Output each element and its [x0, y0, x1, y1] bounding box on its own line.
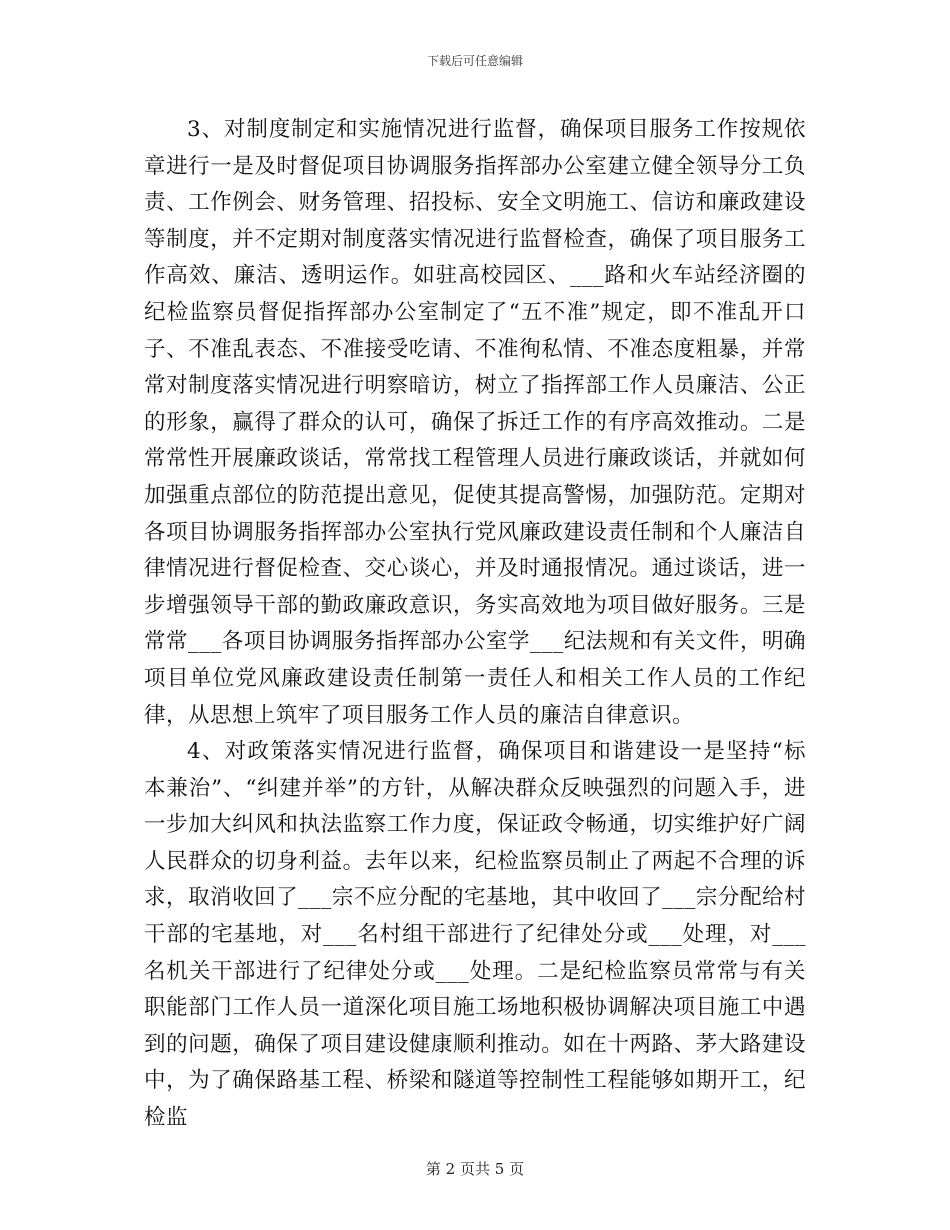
paragraph-4: 4、对政策落实情况进行监督，确保项目和谐建设一是坚持“标本兼治”、“纠建并举”的方针，从解决群众反映强烈的问题入手，进一步加大纠风和执法监察工作力度，保证政令畅通，切实维护好广阔人民群众的切身利益。去年以来，纪检监察员制止了两起不合理的诉求，取消收回了___宗不应分配的宅基地，其中收回了___宗分配给村干部的宅基地，对___名村组干部进行了纪律处分或___处理，对___名机关干部进行了纪律处分或___处理。二是纪检监察员常常与有关职能部门工作人员一道深化项目施工场地积极协调解决项目施工中遇到的问题，确保了项目建设健康顺利推动。如在十两路、茅大路建设中，为了确保路基工程、桥梁和隧道等控制性工程能够如期开工，纪检监: [144, 739, 806, 1131]
document-body: [144, 112, 806, 1137]
page-footer: 第 2 页共 5 页: [425, 1160, 525, 1178]
paragraph-3: 3、对制度制定和实施情况进行监督，确保项目服务工作按规依章进行一是及时督促项目协调服务指挥部办公室建立健全领导分工负责、工作例会、财务管理、招投标、安全文明施工、信访和廉政建设等制度，并不定期对制度落实情况进行监督检查，确保了项目服务工作高效、廉洁、透明运作。如驻高校园区、___路和火车站经济圈的纪检监察员督促指挥部办公室制定了“五不准”规定，即不准乱开口子、不准乱表态、不准接受吃请、不准徇私情、不准态度粗暴，并常常对制度落实情况进行明察暗访，树立了指挥部工作人员廉洁、公正的形象，赢得了群众的认可，确保了拆迁工作的有序高效推动。二是常常性开展廉政谈话，常常找工程管理人员进行廉政谈话，并就如何加强重点部位的防范提出意见，促使其提高警惕，加强防范。定期对各项目协调服务指挥部办公室执行党风廉政建设责任制和个人廉洁自律情况进行督促检查、交心谈心，并及时通报情况。通过谈话，进一步增强领导干部的勤政廉政意识，务实高效地为项目做好服务。三是常常___各项目协调服务指挥部办公室学___纪法规和有关文件，明确项目单位党风廉政建设责任制第一责任人和相关工作人员的工作纪律，从思想上筑牢了项目服务工作人员的廉洁自律意识。: [144, 117, 806, 728]
page-header: 下载后可任意编辑: [426, 54, 523, 68]
